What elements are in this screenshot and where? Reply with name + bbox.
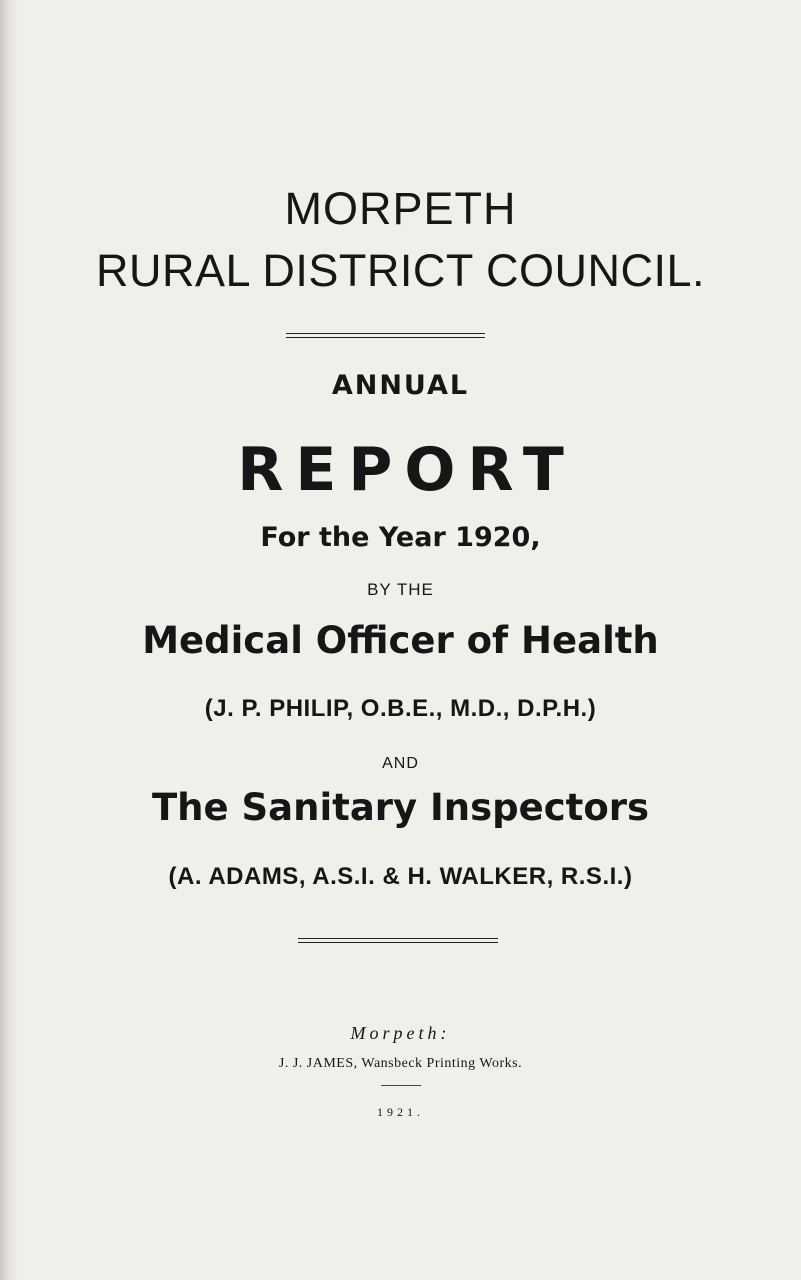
- short-divider: [381, 1085, 421, 1086]
- council-name-line-2: RURAL DISTRICT COUNCIL.: [95, 245, 706, 296]
- sanitary-inspectors-title: The Sanitary Inspectors: [151, 786, 650, 829]
- double-rule-top-lower: [286, 337, 485, 338]
- imprint-printer: J. J. JAMES, Wansbeck Printing Works.: [278, 1056, 523, 1071]
- double-rule-bottom-upper: [298, 938, 498, 939]
- and-label: AND: [382, 755, 419, 772]
- annual-label: ANNUAL: [331, 370, 470, 401]
- by-the-label: BY THE: [367, 580, 434, 599]
- medical-officer-title: Medical Officer of Health: [142, 619, 659, 662]
- double-rule-bottom-lower: [298, 942, 498, 943]
- double-rule-top-upper: [286, 333, 485, 334]
- imprint-place: Morpeth:: [350, 1023, 451, 1043]
- sanitary-inspectors-names: (A. ADAMS, A.S.I. & H. WALKER, R.S.I.): [168, 863, 633, 890]
- council-name-line-1: MORPETH: [284, 183, 517, 234]
- medical-officer-name: (J. P. PHILIP, O.B.E., M.D., D.P.H.): [204, 695, 597, 722]
- imprint-year: 1921.: [377, 1105, 424, 1119]
- report-heading: REPORT: [237, 435, 576, 505]
- year-line: For the Year 1920,: [260, 522, 541, 553]
